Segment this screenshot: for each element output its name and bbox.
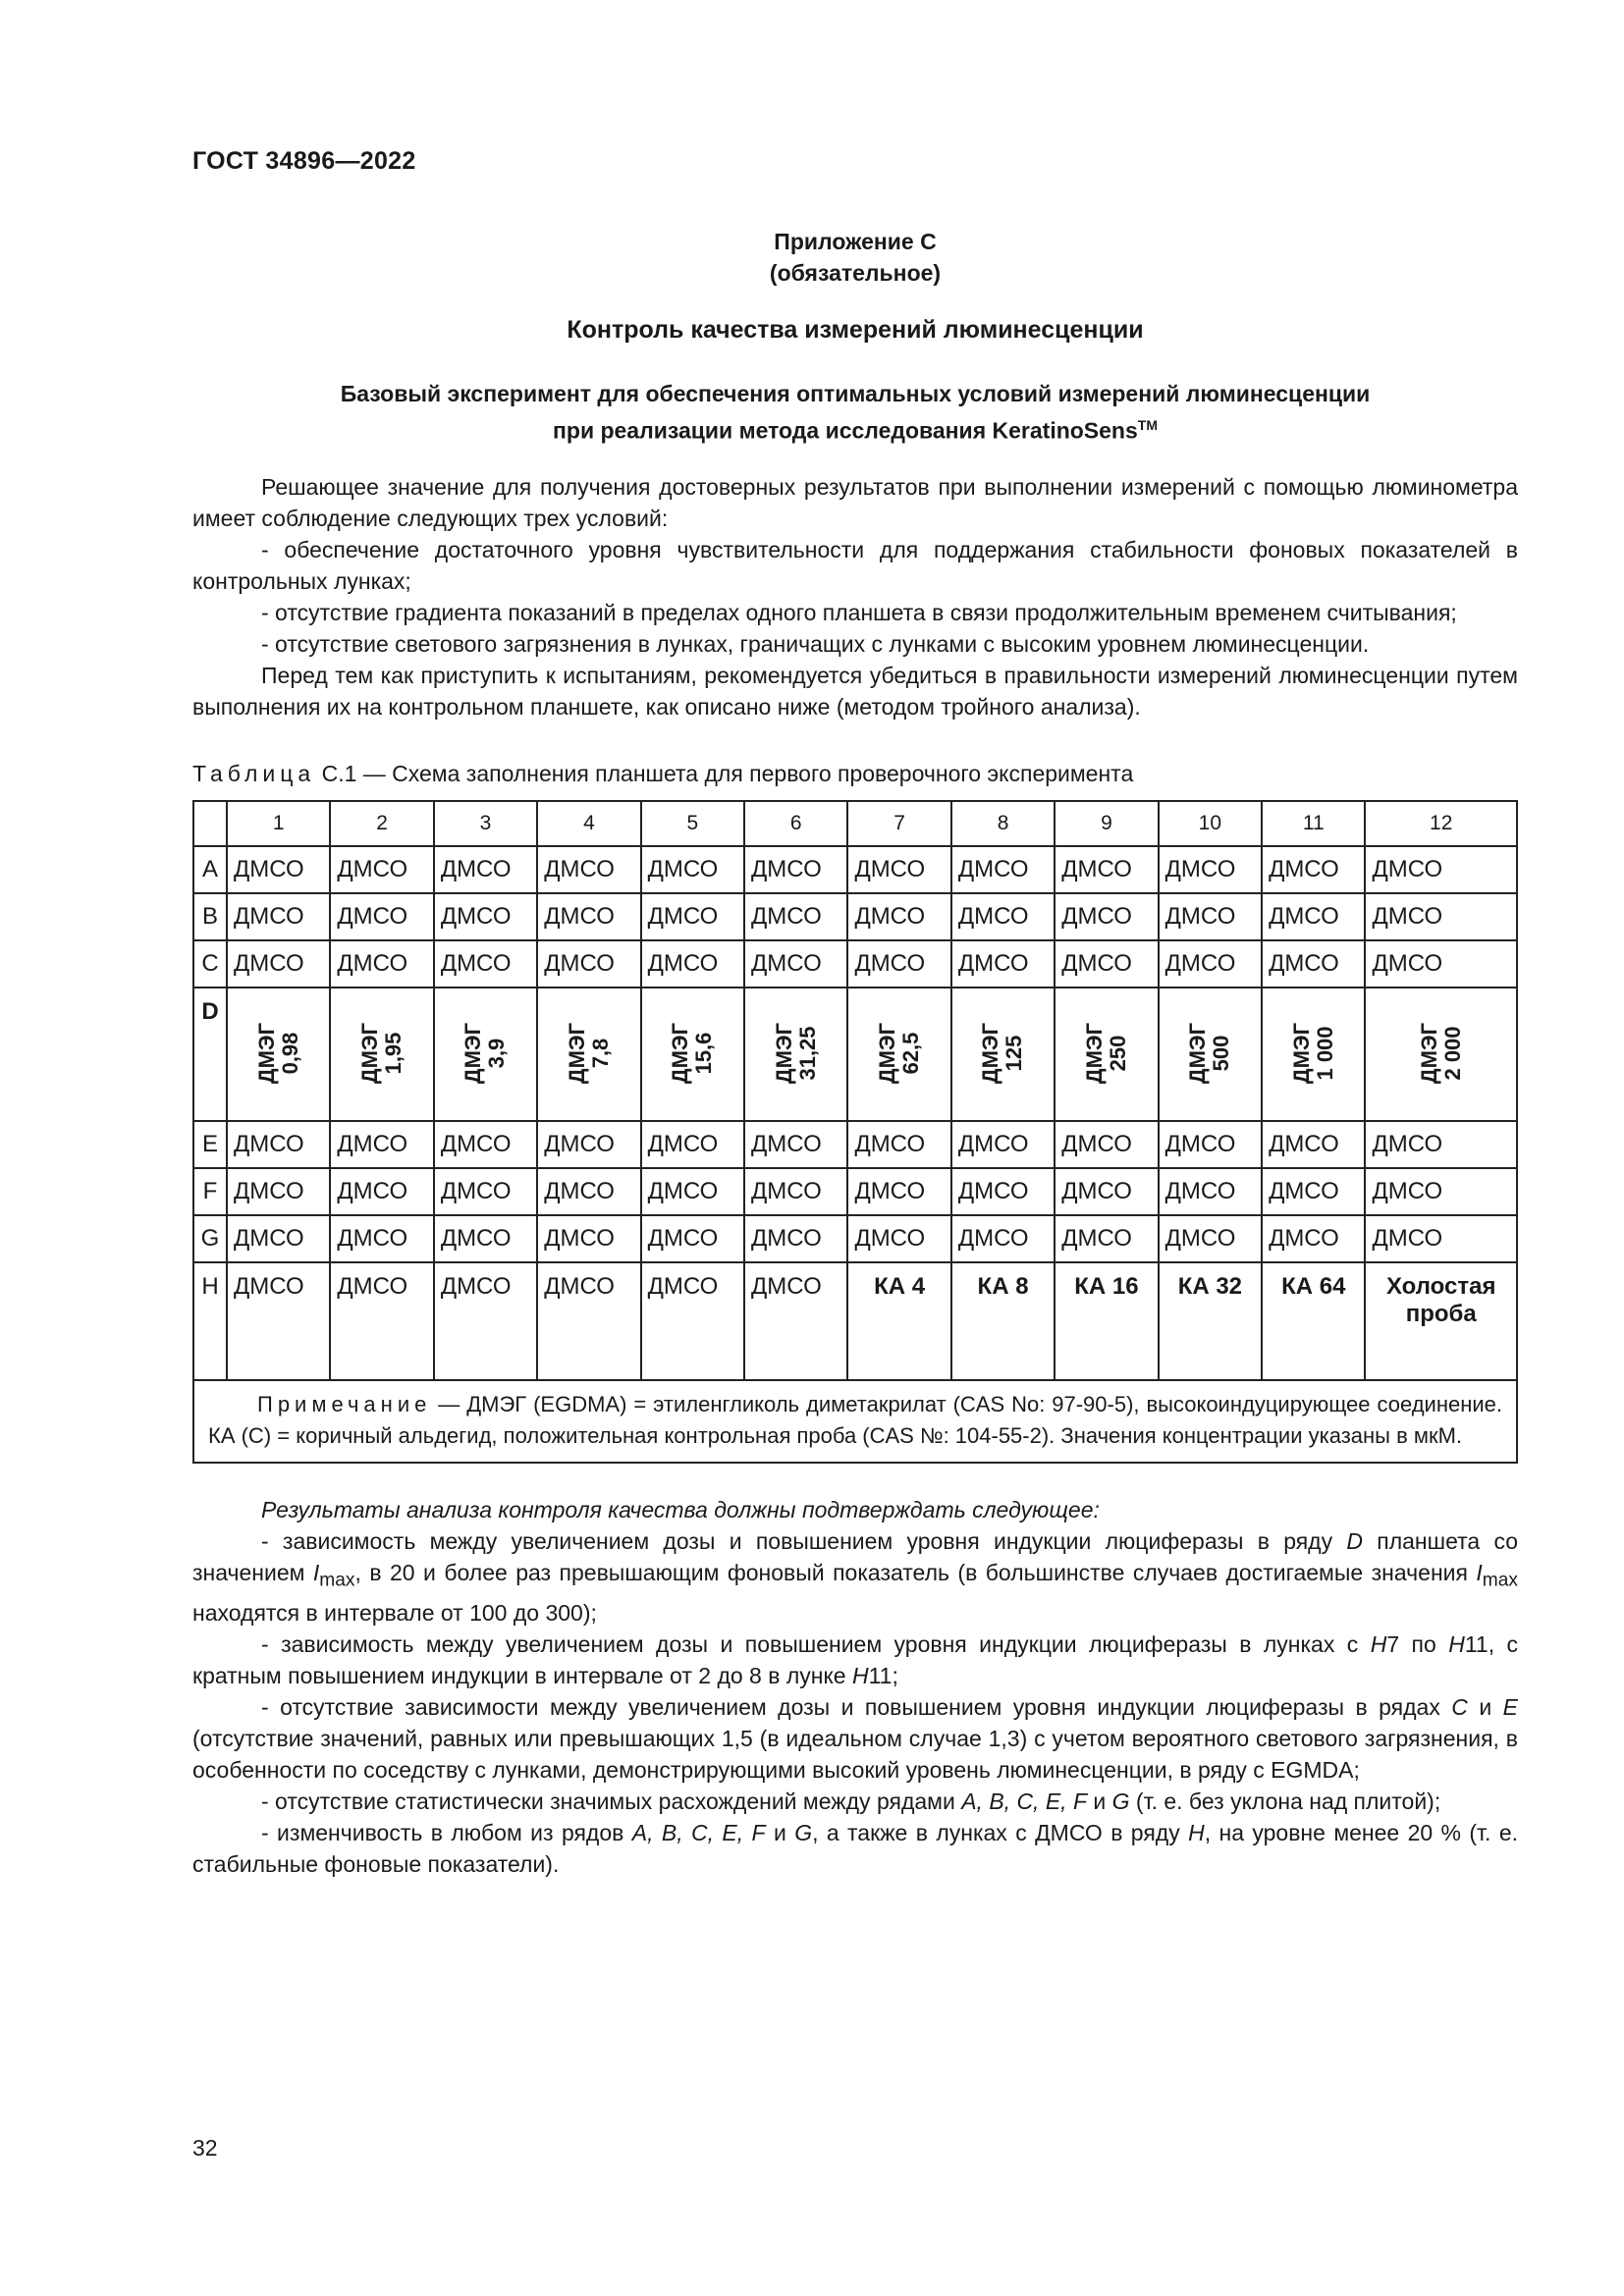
well-cell: ДМСО	[537, 1262, 640, 1380]
well-cell: ДМСО	[1159, 940, 1262, 988]
well-cell: ДМСО	[330, 1215, 433, 1262]
well-cell: ДМСО	[1159, 1168, 1262, 1215]
results-item: - отсутствие зависимости между увеличением дозы и повышением уровня индукции люциферазы в рядах C и E (отсутствие значений, равных или превышающих 1,5 (в идеальном случае 1,3) с учетом вероятного светового загрязнения, в особенности по соседству с лунками, демонстрирующими высокий уровень люминесценции, в ряду с EGMDA;	[192, 1693, 1518, 1783]
well-cell: ДМСО	[641, 1262, 744, 1380]
well-cell: ДМСО	[1055, 940, 1158, 988]
rotated-label: ДМЭГ 62,5	[875, 1022, 924, 1085]
well-cell: ДМСО	[1365, 1168, 1517, 1215]
well-cell	[1365, 988, 1517, 1121]
section-subtitle	[192, 378, 1518, 447]
row-label: F	[193, 1168, 227, 1215]
subtitle-line-2	[192, 409, 1518, 447]
table-caption-label: Таблица	[192, 761, 316, 786]
table-row	[193, 1215, 1517, 1262]
row-label: E	[193, 1121, 227, 1168]
well-cell: ДМСО	[1055, 893, 1158, 940]
section-title: Контроль качества измерений люминесценции	[567, 316, 1144, 344]
well-cell: КА 4	[847, 1262, 950, 1380]
intro-paragraph: - отсутствие светового загрязнения в лунках, граничащих с лунками с высоким уровнем люминесценции.	[261, 631, 1370, 657]
note-text: — ДМЭГ (EGDMA) = этиленгликоль диметакрилат (CAS No: 97-90-5), высокоиндуцирующее соединение. КА (С) = коричный альдегид, положительная контрольная проба (CAS №: 104-55-2). Значения концентрации указаны в мкМ.	[208, 1392, 1502, 1448]
intro-paragraph: - отсутствие градиента показаний в пределах одного планшета в связи продолжительным временем считывания;	[261, 600, 1457, 625]
rotated-label: ДМЭГ 0,98	[253, 1022, 302, 1085]
well-cell	[641, 988, 744, 1121]
well-cell	[847, 988, 950, 1121]
table-row	[193, 988, 1517, 1121]
results-item: - отсутствие статистически значимых расхождений между рядами A, B, C, E, F и G (т. е. без уклона над плитой);	[261, 1788, 1441, 1814]
well-cell: ДМСО	[1262, 1121, 1365, 1168]
column-header: 11	[1262, 801, 1365, 846]
subtitle-line-1: Базовый эксперимент для обеспечения оптимальных условий измерений люминесценции	[340, 381, 1371, 406]
well-cell	[537, 988, 640, 1121]
well-cell: ДМСО	[744, 1168, 847, 1215]
trademark-sup: TM	[1137, 417, 1158, 433]
subtitle-line-2-text: при реализации метода исследования KeratinoSens	[553, 417, 1138, 444]
column-header: 5	[641, 801, 744, 846]
well-cell: ДМСО	[951, 940, 1055, 988]
corner-cell	[193, 801, 227, 846]
well-cell: ДМСО	[744, 1262, 847, 1380]
well-cell: ДМСО	[847, 893, 950, 940]
well-cell: ДМСО	[330, 1168, 433, 1215]
rotated-label: ДМЭГ 31,25	[771, 1022, 820, 1085]
column-header: 3	[434, 801, 537, 846]
well-cell: ДМСО	[227, 893, 330, 940]
well-cell: ДМСО	[227, 940, 330, 988]
results-item: - зависимость между увеличением дозы и повышением уровня индукции люциферазы в лунках с H7 по H11, с кратным повышением индукции в интервале от 2 до 8 в лунке H11;	[192, 1630, 1518, 1688]
rotated-label: ДМЭГ 1,95	[357, 1022, 406, 1085]
well-cell	[951, 988, 1055, 1121]
well-cell: ДМСО	[641, 1168, 744, 1215]
row-label: G	[193, 1215, 227, 1262]
table-header-row	[193, 801, 1517, 846]
column-header: 12	[1365, 801, 1517, 846]
well-cell: ДМСО	[744, 1121, 847, 1168]
well-cell: ДМСО	[1262, 1215, 1365, 1262]
column-header: 4	[537, 801, 640, 846]
well-cell: ДМСО	[1365, 1121, 1517, 1168]
intro-paragraph: Перед тем как приступить к испытаниям, рекомендуется убедиться в правильности измерений люминесценции путем выполнения их на контрольном планшете, как описано ниже (методом тройного анализа).	[192, 663, 1518, 720]
well-cell: ДМСО	[227, 1168, 330, 1215]
well-cell: ДМСО	[537, 1121, 640, 1168]
appendix-status: (обязательное)	[769, 260, 942, 286]
well-cell: ДМСО	[434, 846, 537, 893]
column-header: 1	[227, 801, 330, 846]
well-cell: ДМСО	[1055, 1121, 1158, 1168]
well-cell: ДМСО	[227, 846, 330, 893]
well-cell: ДМСО	[1365, 893, 1517, 940]
row-label: A	[193, 846, 227, 893]
column-header: 6	[744, 801, 847, 846]
well-cell	[1055, 988, 1158, 1121]
well-cell: ДМСО	[1262, 1168, 1365, 1215]
well-cell: ДМСО	[537, 940, 640, 988]
well-cell: КА 8	[951, 1262, 1055, 1380]
well-cell: ДМСО	[1365, 940, 1517, 988]
rotated-label: ДМЭГ 1 000	[1288, 1022, 1337, 1085]
well-cell: КА 16	[1055, 1262, 1158, 1380]
well-cell: ДМСО	[330, 1121, 433, 1168]
well-cell: ДМСО	[1365, 1215, 1517, 1262]
well-cell: ДМСО	[434, 1215, 537, 1262]
well-cell: ДМСО	[227, 1262, 330, 1380]
table-note-row	[193, 1380, 1517, 1463]
well-cell: ДМСО	[1262, 893, 1365, 940]
well-cell: ДМСО	[1159, 893, 1262, 940]
well-cell	[227, 988, 330, 1121]
appendix-heading	[192, 226, 1518, 289]
well-cell: ДМСО	[227, 1215, 330, 1262]
results-item: - изменчивость в любом из рядов A, B, C, E, F и G, а также в лунках с ДМСО в ряду H, на уровне менее 20 % (т. е. стабильные фоновые показатели).	[192, 1819, 1518, 1877]
well-cell: ДМСО	[537, 893, 640, 940]
well-cell: ДМСО	[951, 846, 1055, 893]
well-cell: ДМСО	[330, 1262, 433, 1380]
well-cell: КА 32	[1159, 1262, 1262, 1380]
well-cell	[434, 988, 537, 1121]
well-cell: ДМСО	[434, 893, 537, 940]
table-row	[193, 893, 1517, 940]
row-label: D	[193, 988, 227, 1121]
well-cell: ДМСО	[951, 1215, 1055, 1262]
well-cell: ДМСО	[537, 1168, 640, 1215]
well-cell: ДМСО	[434, 940, 537, 988]
well-cell: ДМСО	[847, 940, 950, 988]
page-number: 32	[192, 2135, 218, 2161]
well-cell: ДМСО	[1159, 1121, 1262, 1168]
intro-text	[192, 471, 1518, 722]
well-cell: ДМСО	[1055, 846, 1158, 893]
column-header: 10	[1159, 801, 1262, 846]
well-cell: ДМСО	[744, 1215, 847, 1262]
well-cell: ДМСО	[1262, 846, 1365, 893]
well-cell: КА 64	[1262, 1262, 1365, 1380]
well-cell: ДМСО	[1055, 1168, 1158, 1215]
row-label: H	[193, 1262, 227, 1380]
well-cell	[330, 988, 433, 1121]
well-cell: ДМСО	[537, 846, 640, 893]
rotated-label: ДМЭГ 500	[1185, 1022, 1234, 1085]
well-cell: ДМСО	[641, 940, 744, 988]
well-cell: ДМСО	[434, 1262, 537, 1380]
table-caption-text: С.1 — Схема заполнения планшета для первого проверочного эксперимента	[315, 761, 1134, 786]
rotated-label: ДМЭГ 125	[978, 1022, 1027, 1085]
column-header: 2	[330, 801, 433, 846]
rotated-label: ДМЭГ 2 000	[1416, 1022, 1465, 1085]
table-row	[193, 1262, 1517, 1380]
well-cell: ДМСО	[1159, 1215, 1262, 1262]
row-label: C	[193, 940, 227, 988]
well-cell: ДМСО	[330, 846, 433, 893]
well-cell: ДМСО	[1262, 940, 1365, 988]
well-cell: ДМСО	[330, 893, 433, 940]
well-cell: ДМСО	[641, 893, 744, 940]
table-row	[193, 1168, 1517, 1215]
well-cell: ДМСО	[1055, 1215, 1158, 1262]
intro-paragraph: Решающее значение для получения достоверных результатов при выполнении измерений с помощью люминометра имеет соблюдение следующих трех условий:	[192, 474, 1518, 531]
well-cell	[1262, 988, 1365, 1121]
well-cell	[1159, 988, 1262, 1121]
rotated-label: ДМЭГ 250	[1081, 1022, 1130, 1085]
well-cell: ДМСО	[1365, 846, 1517, 893]
standard-header: ГОСТ 34896—2022	[192, 147, 416, 175]
table-row	[193, 940, 1517, 988]
well-cell: ДМСО	[641, 1215, 744, 1262]
intro-paragraph: - обеспечение достаточного уровня чувствительности для поддержания стабильности фоновых показателей в контрольных лунках;	[192, 537, 1518, 594]
well-cell: ДМСО	[227, 1121, 330, 1168]
table-row	[193, 1121, 1517, 1168]
column-header: 9	[1055, 801, 1158, 846]
well-cell: ДМСО	[951, 893, 1055, 940]
well-cell: ДМСО	[330, 940, 433, 988]
note-label: Примечание	[257, 1392, 432, 1416]
rotated-label: ДМЭГ 3,9	[460, 1022, 510, 1085]
well-cell: ДМСО	[744, 846, 847, 893]
well-cell: ДМСО	[847, 1121, 950, 1168]
table-row	[193, 846, 1517, 893]
plate-layout-table	[192, 800, 1518, 1464]
appendix-label: Приложение С	[774, 229, 937, 254]
well-cell: ДМСО	[847, 846, 950, 893]
well-cell: ДМСО	[641, 846, 744, 893]
well-cell: ДМСО	[434, 1121, 537, 1168]
column-header: 7	[847, 801, 950, 846]
table-note	[193, 1380, 1517, 1463]
well-cell	[744, 988, 847, 1121]
row-label: B	[193, 893, 227, 940]
well-cell: ДМСО	[744, 893, 847, 940]
results-text	[192, 1494, 1518, 1880]
well-cell: ДМСО	[1159, 846, 1262, 893]
well-cell: ДМСО	[434, 1168, 537, 1215]
rotated-label: ДМЭГ 15,6	[668, 1022, 717, 1085]
table-caption	[192, 761, 1133, 787]
well-cell: ДМСО	[951, 1121, 1055, 1168]
results-lead: Результаты анализа контроля качества должны подтверждать следующее:	[261, 1497, 1100, 1522]
well-cell: ДМСО	[847, 1168, 950, 1215]
well-cell: ДМСО	[537, 1215, 640, 1262]
well-cell: ДМСО	[641, 1121, 744, 1168]
rotated-label: ДМЭГ 7,8	[564, 1022, 613, 1085]
well-cell: ДМСО	[847, 1215, 950, 1262]
well-cell: Холостая проба	[1365, 1262, 1517, 1380]
column-header: 8	[951, 801, 1055, 846]
well-cell: ДМСО	[744, 940, 847, 988]
well-cell: ДМСО	[951, 1168, 1055, 1215]
results-item: - зависимость между увеличением дозы и повышением уровня индукции люциферазы в ряду D планшета со значением $I_{max}$, в 20 и более раз превышающим фоновый показатель (в большинстве случаев достигаемые значения $I_{max}$ находятся в интервале от 100 до 300);	[192, 1528, 1518, 1626]
